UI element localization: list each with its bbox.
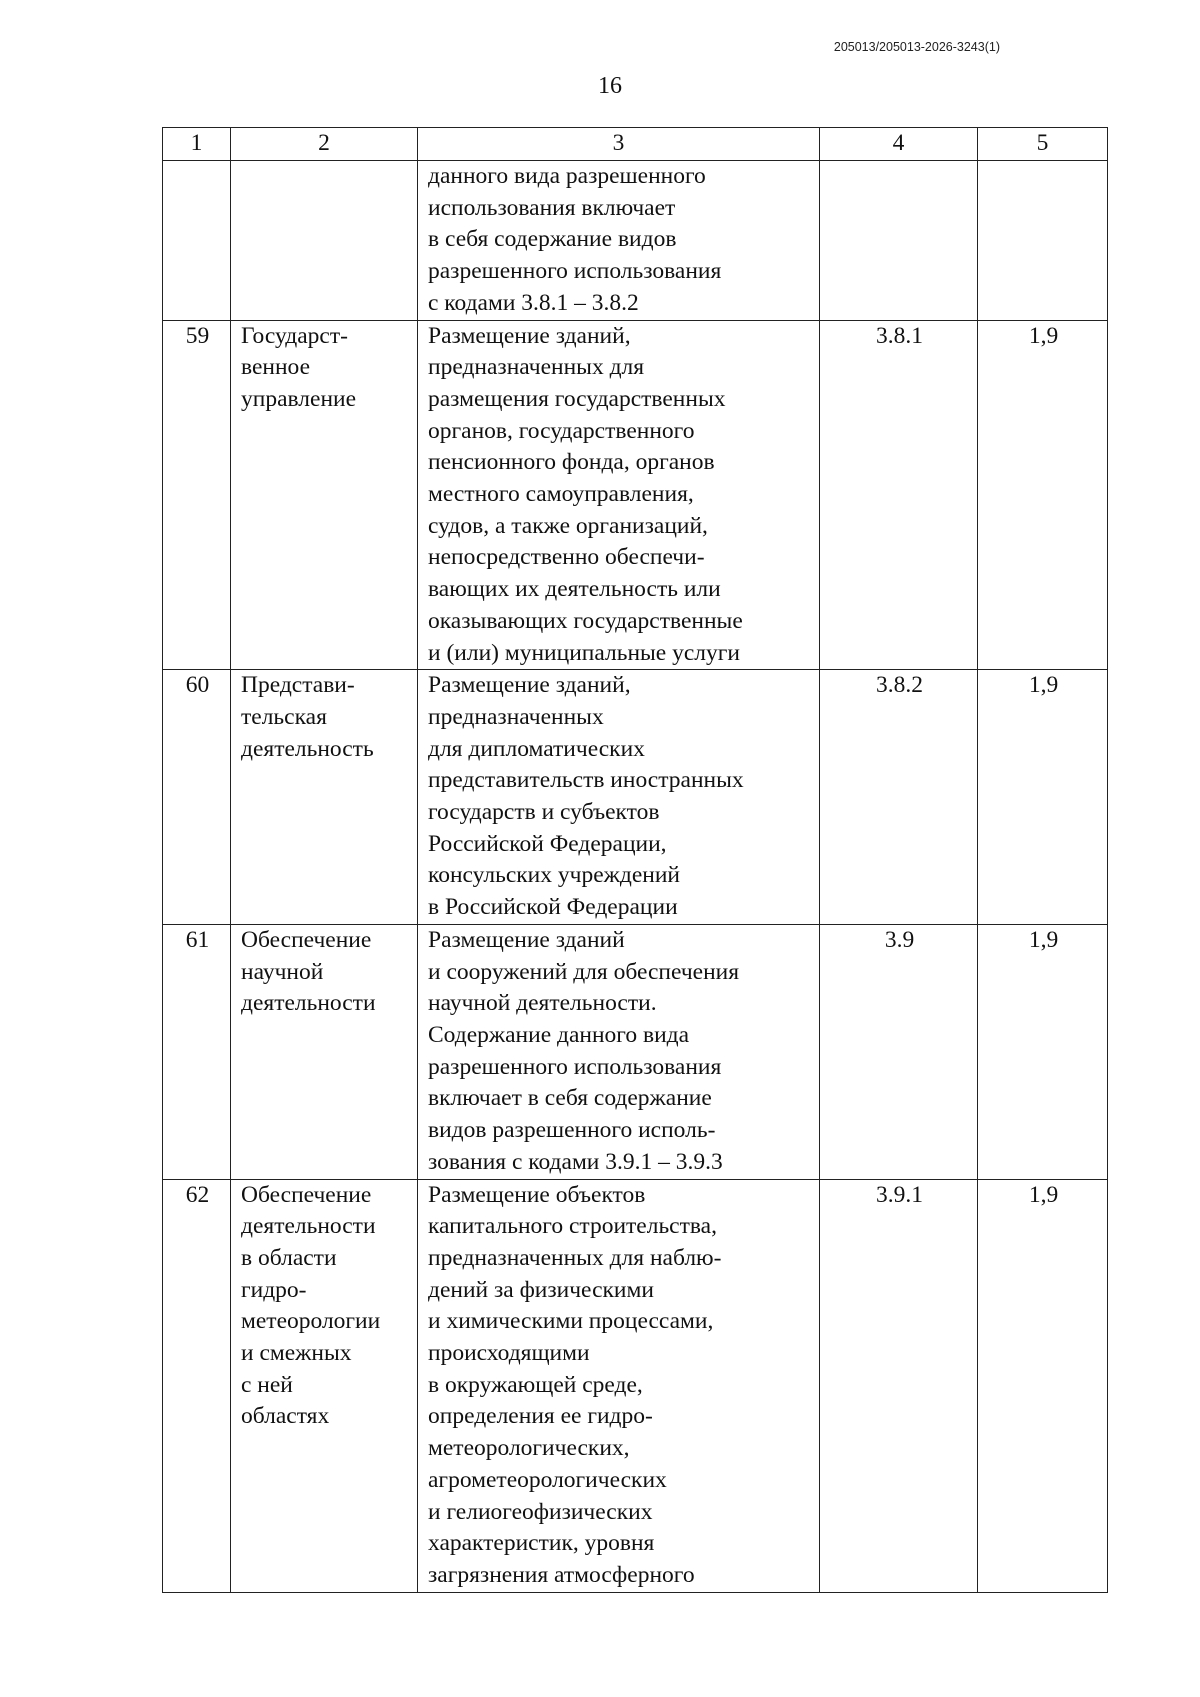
column-header: 4 bbox=[820, 128, 978, 161]
use-type-description: Размещение объектов капитального строительства, предназначенных для наблю- дений за физическими и химическими процессами, происходящими в окружающей среде, определения ее гидро- метеорологических, агрометеорологических и гелиогеофизических характеристик, уровня загрязнения атмосферного bbox=[418, 1179, 820, 1592]
use-type-description: Размещение зданий и сооружений для обеспечения научной деятельности. Содержание данного вида разрешенного использования включает в себя содержание видов разрешенного исполь- зования с кодами 3.9.1 – 3.9.3 bbox=[418, 924, 820, 1179]
use-type-description: Размещение зданий, предназначенных для дипломатических представительств иностранных государств и субъектов Российской Федерации, консульских учреждений в Российской Федерации bbox=[418, 670, 820, 925]
page-number: 16 bbox=[598, 73, 622, 99]
coefficient: 1,9 bbox=[978, 670, 1108, 925]
use-type-name: Обеспечение деятельности в области гидро- метеорологии и смежных с ней областях bbox=[231, 1179, 418, 1592]
table-row bbox=[163, 161, 1108, 321]
use-type-name: Государст- венное управление bbox=[231, 320, 418, 670]
row-number bbox=[163, 161, 231, 321]
coefficient: 1,9 bbox=[978, 924, 1108, 1179]
use-type-description: Размещение зданий, предназначенных для размещения государственных органов, государственного пенсионного фонда, органов местного самоуправления, судов, а также организаций, непосредственно обеспечи- вающих их деятельность или оказывающих государственные и (или) муниципальные услуги bbox=[418, 320, 820, 670]
table-row bbox=[163, 1179, 1108, 1592]
row-number: 60 bbox=[163, 670, 231, 925]
column-header: 1 bbox=[163, 128, 231, 161]
use-type-code: 3.9 bbox=[820, 924, 978, 1179]
table-header-row bbox=[163, 128, 1108, 161]
use-type-code: 3.8.1 bbox=[820, 320, 978, 670]
row-number: 59 bbox=[163, 320, 231, 670]
coefficient bbox=[978, 161, 1108, 321]
document-id: 205013/205013-2026-3243(1) bbox=[833, 40, 1000, 54]
use-type-code bbox=[820, 161, 978, 321]
table-row bbox=[163, 924, 1108, 1179]
coefficient: 1,9 bbox=[978, 320, 1108, 670]
land-use-table bbox=[162, 127, 1108, 1593]
use-type-name bbox=[231, 161, 418, 321]
use-type-name: Обеспечение научной деятельности bbox=[231, 924, 418, 1179]
table-row bbox=[163, 670, 1108, 925]
column-header: 2 bbox=[231, 128, 418, 161]
column-header: 3 bbox=[418, 128, 820, 161]
table-row bbox=[163, 320, 1108, 670]
use-type-code: 3.9.1 bbox=[820, 1179, 978, 1592]
coefficient: 1,9 bbox=[978, 1179, 1108, 1592]
use-type-description: данного вида разрешенного использования включает в себя содержание видов разрешенного использования с кодами 3.8.1 – 3.8.2 bbox=[418, 161, 820, 321]
row-number: 62 bbox=[163, 1179, 231, 1592]
use-type-code: 3.8.2 bbox=[820, 670, 978, 925]
row-number: 61 bbox=[163, 924, 231, 1179]
use-type-name: Представи- тельская деятельность bbox=[231, 670, 418, 925]
column-header: 5 bbox=[978, 128, 1108, 161]
